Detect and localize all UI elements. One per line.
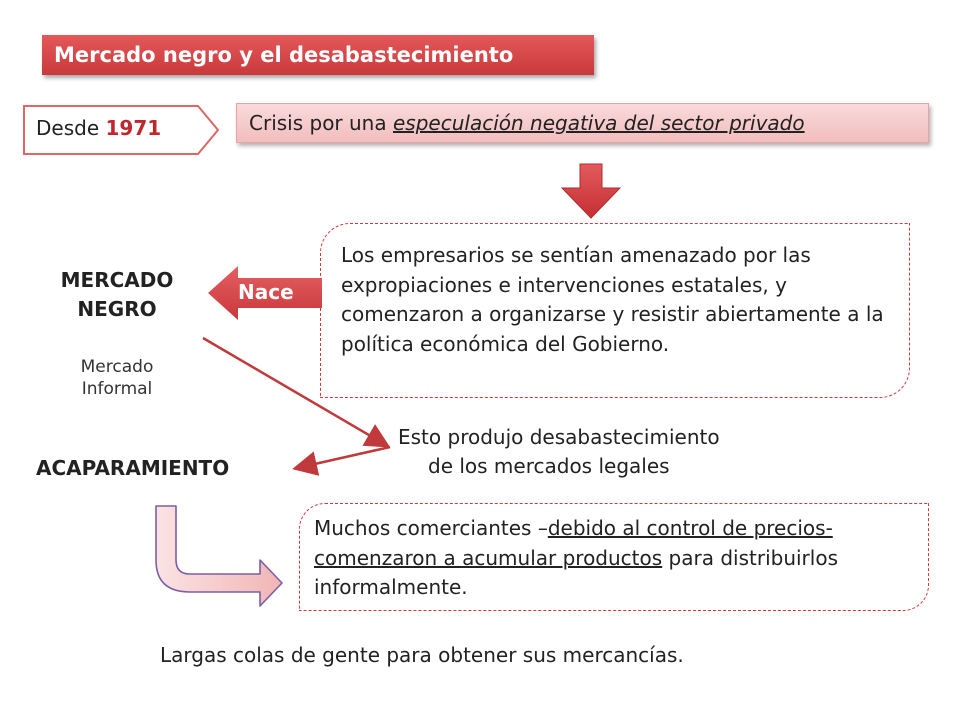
produjo-line1: Esto produjo desabastecimiento — [398, 425, 720, 449]
comerciantes-part2: debido al control de precios- comenzaron a acumular productos — [314, 516, 833, 570]
nace-label: Nace — [238, 280, 294, 304]
produjo-text — [398, 423, 788, 481]
comerciantes-part3: para distribuirlos informalmente. — [314, 545, 838, 599]
arrow-to-produjo — [203, 338, 386, 445]
mercado-informal-line1: Mercado — [80, 357, 154, 377]
largas-colas-text: Largas colas de gente para obtener sus mercancías. — [160, 643, 684, 667]
crisis-emphasis: especulación negativa del sector privado — [392, 111, 805, 135]
crisis-prefix: Crisis por una — [249, 111, 393, 135]
mercado-informal-line2: Informal — [81, 379, 153, 399]
curved-arrow-icon — [150, 498, 290, 610]
comerciantes-text — [314, 514, 924, 603]
produjo-line2: de los mercados legales — [428, 454, 670, 478]
mercado-negro-line2: NEGRO — [77, 297, 157, 321]
arrow-to-acaparamiento — [297, 447, 390, 468]
comerciantes-part1: Muchos comerciantes – — [314, 516, 548, 540]
empresarios-text: Los empresarios se sentían amenazado por las expropiaciones e intervenciones estatales, y comenzaron a organizarse y resistir abiertamente a la política económica del Gobierno. — [341, 243, 884, 356]
desde-year: 1971 — [105, 116, 162, 140]
mercado-negro-line1: MERCADO — [60, 268, 174, 292]
desde-prefix: Desde — [36, 116, 106, 140]
comerciantes-box — [299, 503, 929, 611]
acaparamiento-label: ACAPARAMIENTO — [36, 456, 230, 480]
page-title: Mercado negro y el desabastecimiento — [54, 43, 514, 67]
